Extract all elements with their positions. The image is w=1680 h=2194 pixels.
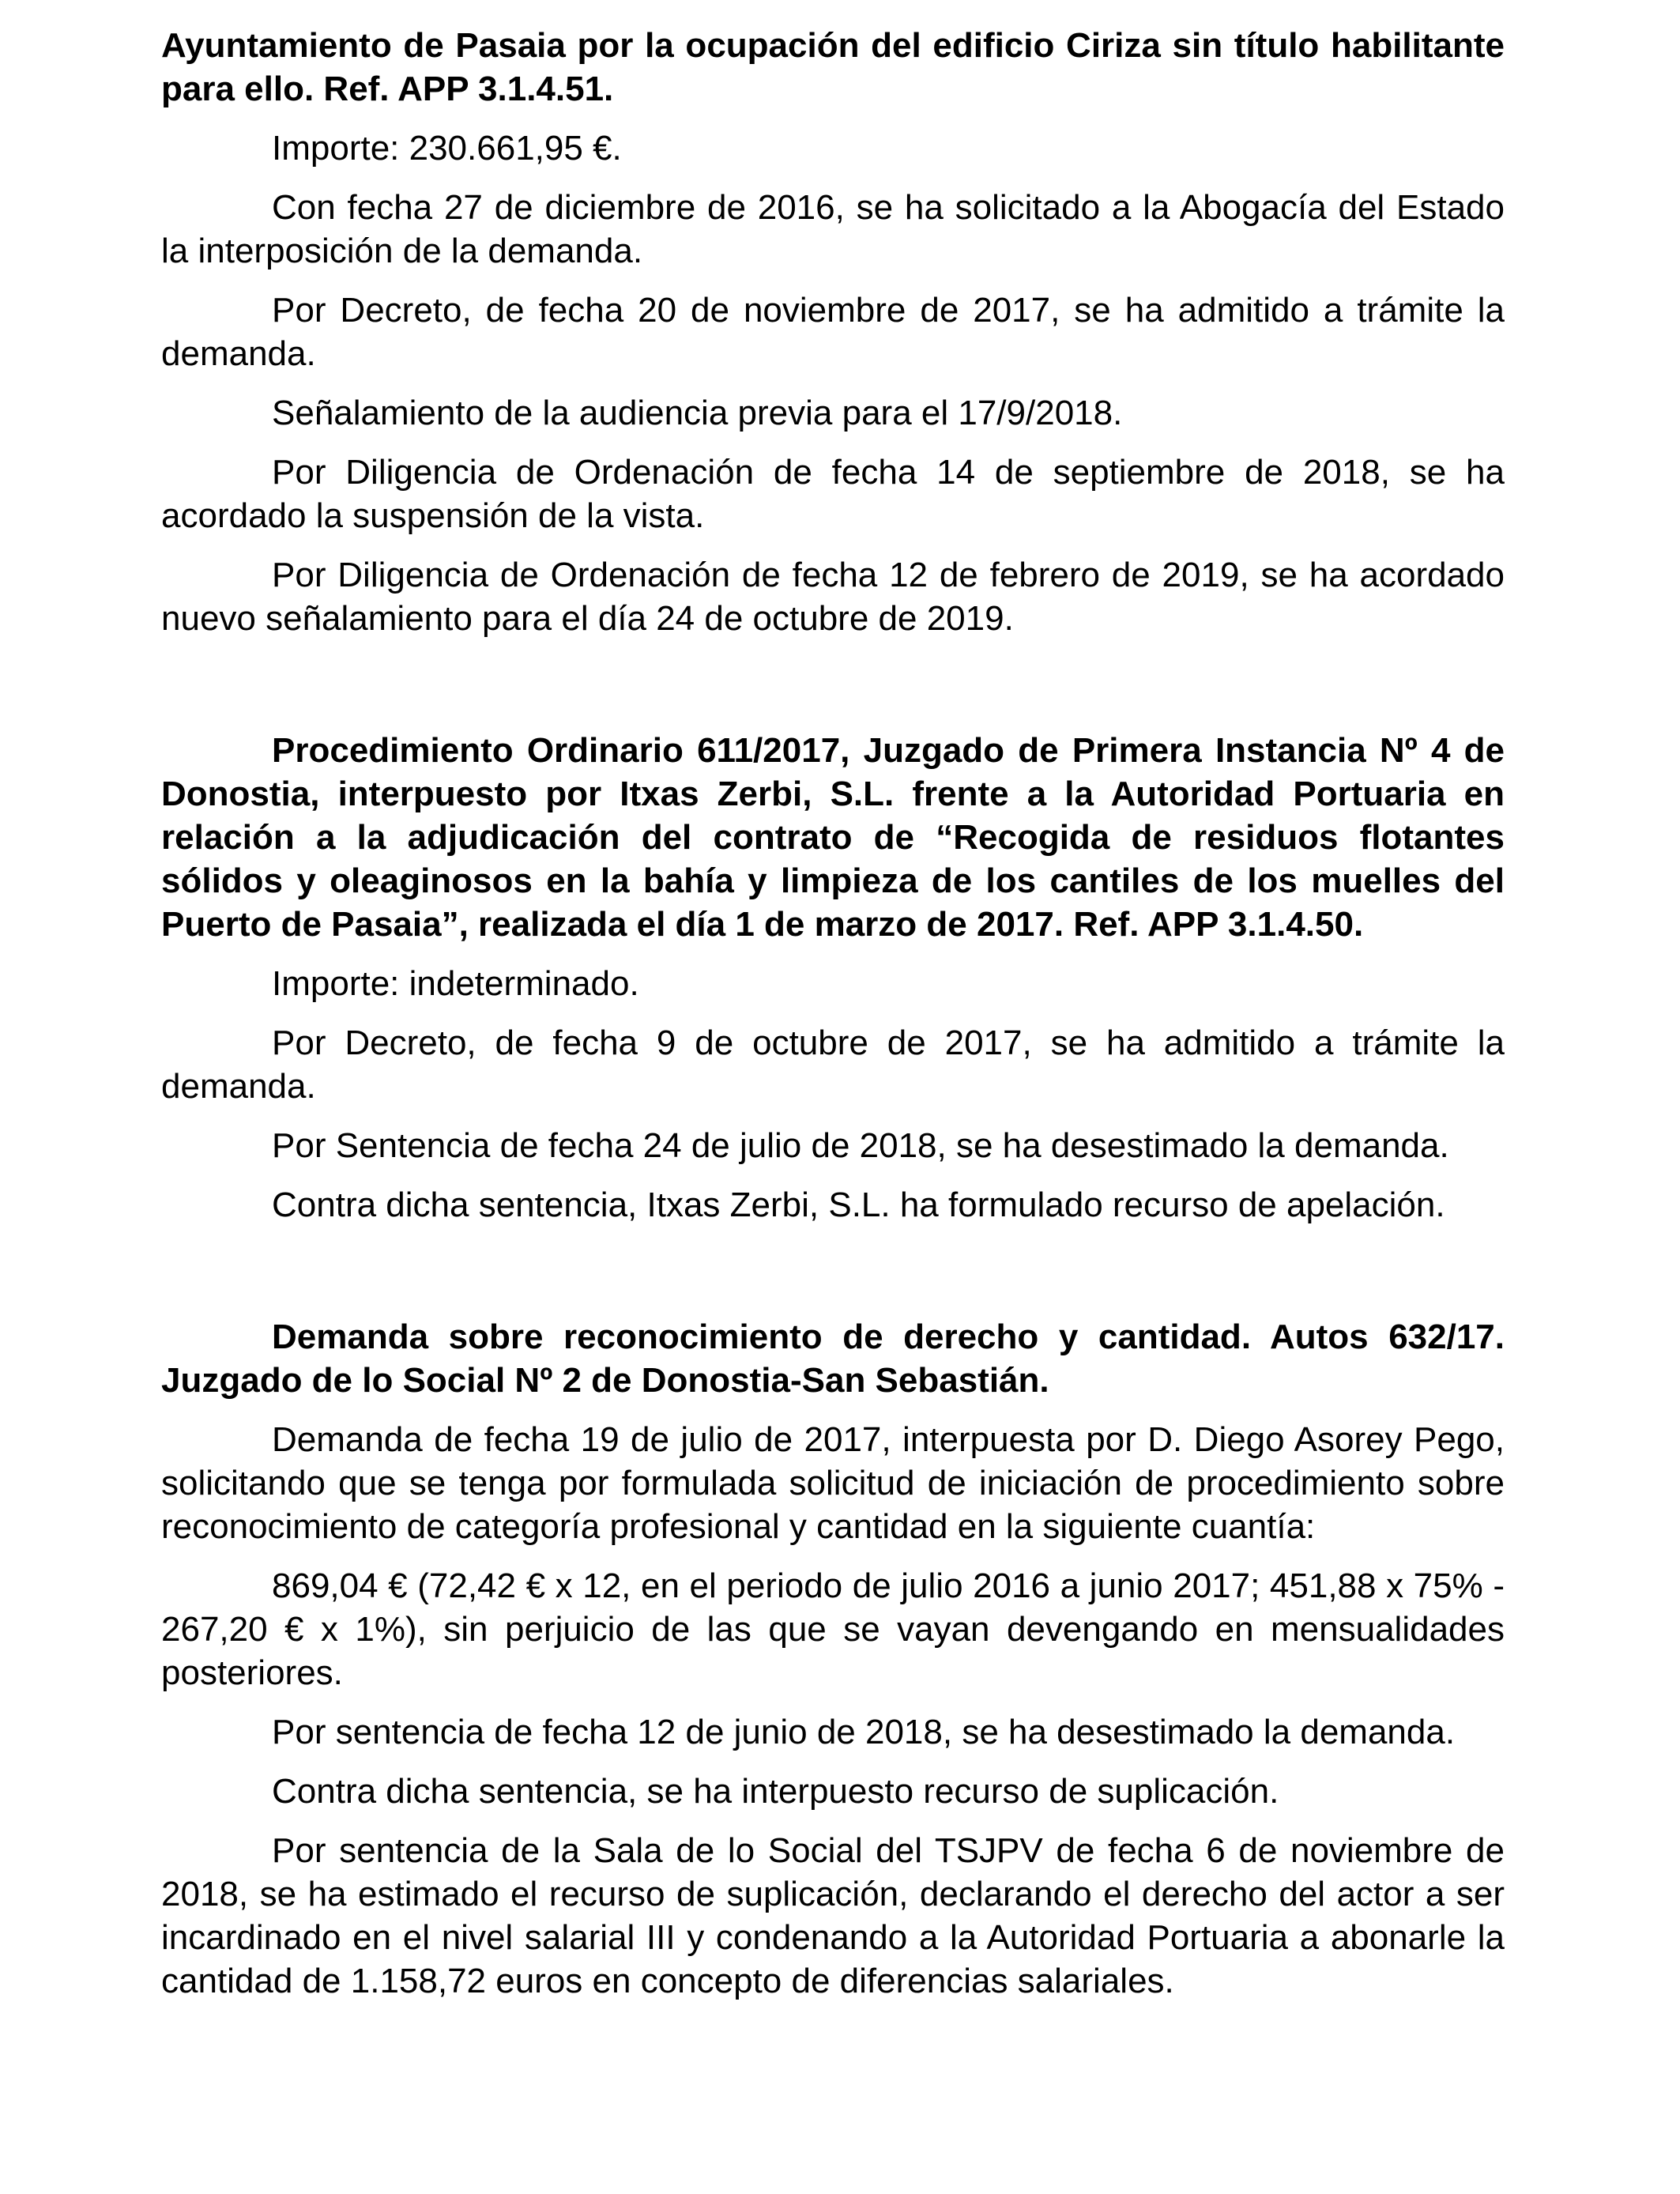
paragraph: Contra dicha sentencia, Itxas Zerbi, S.L. ha formulado recurso de apelación. (272, 1186, 1445, 1224)
paragraph-importe: Importe: 230.661,95 €. (272, 129, 622, 168)
section-spacer (161, 656, 1505, 729)
section-app-3-1-4-51 (161, 24, 1505, 640)
document-page (161, 24, 1505, 2019)
paragraph: Por Decreto, de fecha 9 de octubre de 2017, se ha admitido a trámite la demanda. (161, 1023, 1505, 1106)
paragraph: Por Decreto, de fecha 20 de noviembre de 2017, se ha admitido a trámite la demanda. (161, 291, 1505, 373)
paragraph: Señalamiento de la audiencia previa para el 17/9/2018. (272, 394, 1123, 432)
section-heading: Ayuntamiento de Pasaia por la ocupación del edificio Ciriza sin título habilitante para ello. Ref. APP 3.1.4.51. (161, 26, 1505, 108)
section-autos-632-17 (161, 1315, 1505, 2003)
section-heading: Procedimiento Ordinario 611/2017, Juzgado de Primera Instancia Nº 4 de Donostia, interpuesto por Itxas Zerbi, S.L. frente a la Autoridad Portuaria en relación a la adjudicación del contrato de “Recogida de residuos flotantes sólidos y oleaginosos en la bahía y limpieza de los cantiles de los muelles del Puerto de Pasaia”, realizada el día 1 de marzo de 2017. Ref. APP 3.1.4.50. (161, 731, 1505, 944)
paragraph: Por Diligencia de Ordenación de fecha 12 de febrero de 2019, se ha acordado nuevo señalamiento para el día 24 de octubre de 2019. (161, 556, 1505, 638)
paragraph: Por sentencia de fecha 12 de junio de 2018, se ha desestimado la demanda. (272, 1713, 1456, 1751)
section-app-3-1-4-50 (161, 729, 1505, 1227)
paragraph: Demanda de fecha 19 de julio de 2017, interpuesta por D. Diego Asorey Pego, solicitando que se tenga por formulada solicitud de iniciación de procedimiento sobre reconocimiento de categoría profesional y cantidad en la siguiente cuantía: (161, 1420, 1505, 1546)
paragraph: Por Diligencia de Ordenación de fecha 14 de septiembre de 2018, se ha acordado la suspensión de la vista. (161, 453, 1505, 535)
section-heading: Demanda sobre reconocimiento de derecho y cantidad. Autos 632/17. Juzgado de lo Social Nº 2 de Donostia-San Sebastián. (161, 1318, 1505, 1400)
paragraph: Con fecha 27 de diciembre de 2016, se ha solicitado a la Abogacía del Estado la interposición de la demanda. (161, 188, 1505, 270)
section-spacer (161, 1242, 1505, 1315)
paragraph: Contra dicha sentencia, se ha interpuesto recurso de suplicación. (272, 1772, 1279, 1811)
paragraph-cuantia: 869,04 € (72,42 € x 12, en el periodo de julio 2016 a junio 2017; 451,88 x 75% - 267,20 € x 1%), sin perjuicio de las que se vayan devengando en mensualidades posteriores. (161, 1566, 1505, 1692)
paragraph: Por sentencia de la Sala de lo Social del TSJPV de fecha 6 de noviembre de 2018, se ha estimado el recurso de suplicación, declarando el derecho del actor a ser incardinado en el nivel salarial III y condenando a la Autoridad Portuaria a abonarle la cantidad de 1.158,72 euros en concepto de diferencias salariales. (161, 1831, 1505, 2000)
paragraph-importe: Importe: indeterminado. (272, 964, 639, 1003)
paragraph: Por Sentencia de fecha 24 de julio de 2018, se ha desestimado la demanda. (272, 1126, 1449, 1165)
